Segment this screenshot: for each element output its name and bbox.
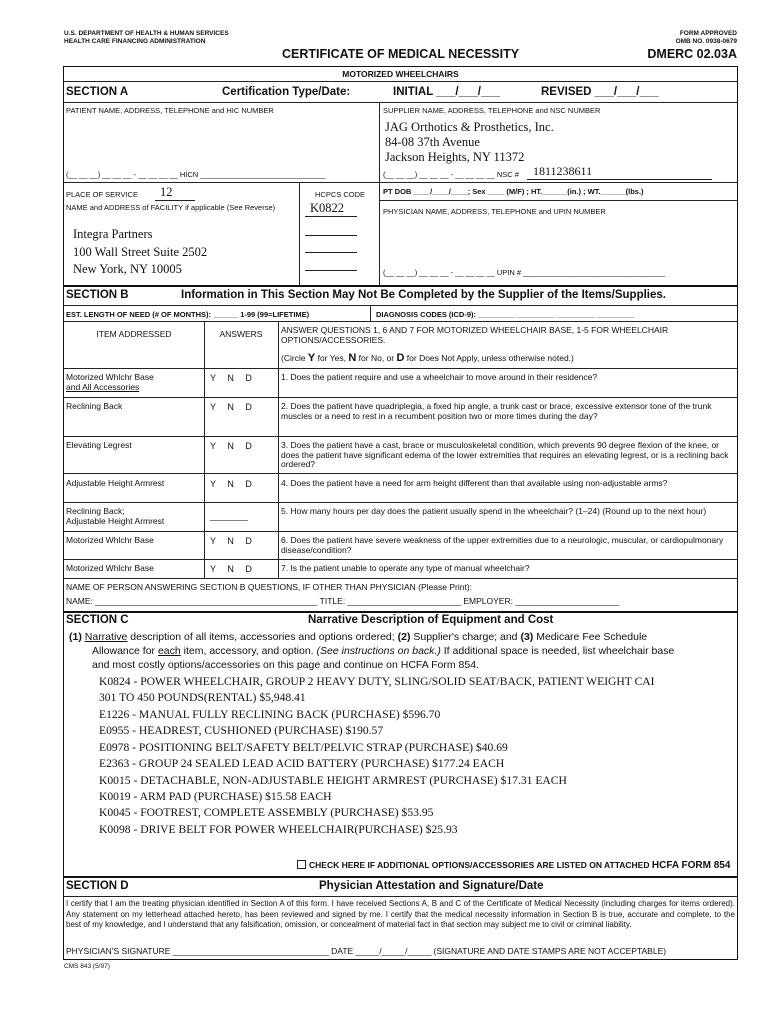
divider	[370, 305, 371, 321]
item-addressed: Motorized Whlchr Base	[66, 535, 154, 545]
diagnosis-codes-field[interactable]: DIAGNOSIS CODES (ICD-9): _________ _________ _________ _________	[376, 310, 635, 319]
divider	[64, 559, 737, 560]
question-2: 2. Does the patient have quadriplegia, a fixed hip angle, a trunk cast or brace, excessive extensor tone of the trunk muscles or a need to rest in a recumbent position two or more times during the day?	[281, 401, 712, 421]
question-5: 5. How many hours per day does the patient usually spend in the wheelchair? (1–24) (Round up to the next hour)	[281, 506, 707, 516]
physician-label: PHYSICIAN NAME, ADDRESS, TELEPHONE and UPIN NUMBER	[383, 207, 606, 216]
question-3: 3. Does the patient have a cast, brace or musculoskeletal condition, which prevents 90 degree flexion of the knee, or does the patient have significant edema of the lower extremities that requires an elevating legrest, or is a reclining back ordered?	[281, 440, 729, 469]
supplier-name: JAG Orthotics & Prosthetics, Inc.	[385, 120, 554, 134]
facility-label: NAME and ADDRESS of FACILITY if applicable (See Reverse)	[66, 203, 276, 212]
question-1: 1. Does the patient require and use a wheelchair to move around in their residence?	[281, 372, 598, 382]
equipment-line: K0019 - ARM PAD (PURCHASE) $15.58 EACH	[99, 790, 332, 803]
page-title: CERTIFICATE OF MEDICAL NECESSITY	[282, 47, 520, 61]
patient-label: PATIENT NAME, ADDRESS, TELEPHONE and HIC NUMBER	[66, 106, 274, 115]
physician-phone-upin-field[interactable]: (__ __ __) __ __ __ - __ __ __ __ UPIN # __________________________________	[383, 268, 665, 277]
item-addressed: Motorized Whlchr Base and All Accessories	[66, 372, 154, 392]
equipment-line: E2363 - GROUP 24 SEALED LEAD ACID BATTERY (PURCHASE) $177.24 EACH	[99, 757, 505, 770]
est-length-of-need-field[interactable]: EST. LENGTH OF NEED (# OF MONTHS): ______ 1-99 (99=LIFETIME)	[66, 310, 310, 319]
question-7: 7. Is the patient unable to operate any type of manual wheelchair?	[281, 563, 530, 573]
section-c-intro-line-3: and most costly options/accessories on this page and continue on HCFA Form 854.	[92, 659, 479, 671]
additional-options-checkbox[interactable]	[297, 860, 306, 869]
omb-number: OMB NO. 0938-0679	[675, 38, 737, 45]
hcpcs-column-divider	[299, 182, 300, 285]
facility-name: Integra Partners	[73, 227, 153, 241]
column-divider	[204, 321, 205, 578]
section-c-label: SECTION C	[66, 614, 129, 626]
hours-per-day-field[interactable]: ________	[210, 511, 248, 521]
divider	[64, 182, 737, 183]
section-d-label: SECTION D	[66, 880, 129, 892]
divider	[64, 81, 737, 82]
additional-options-label: CHECK HERE IF ADDITIONAL OPTIONS/ACCESSORIES ARE LISTED ON ATTACHED HCFA FORM 854	[309, 860, 731, 871]
divider	[64, 502, 737, 503]
hcpcs-code-line[interactable]	[305, 235, 357, 236]
administration-line: HEALTH CARE FINANCING ADMINISTRATION	[64, 38, 206, 45]
answer-y-n-d[interactable]: Y N D	[210, 441, 252, 451]
supplier-label: SUPPLIER NAME, ADDRESS, TELEPHONE and NSC NUMBER	[383, 106, 601, 115]
item-addressed: Motorized Whlchr Base	[66, 563, 154, 573]
section-c-intro-line-1: (1) Narrative description of all items, accessories and options ordered; (2) Supplier's charge; and (3) Medicare Fee Schedule	[69, 631, 648, 643]
section-c-intro-line-2: Allowance for each item, accessory, and option. (See instructions on back.) If additional space is needed, list wheelchair base	[92, 645, 675, 657]
answer-y-n-d[interactable]: Y N D	[210, 402, 252, 412]
equipment-line: E0978 - POSITIONING BELT/SAFETY BELT/PELVIC STRAP (PURCHASE) $40.69	[99, 741, 508, 754]
section-d-heading: Physician Attestation and Signature/Date	[319, 880, 544, 892]
divider	[64, 321, 737, 322]
revised-date-field[interactable]: REVISED ___/___/___	[541, 86, 659, 98]
circle-instructions: (Circle Y for Yes, N for No, or D for Does Not Apply, unless otherwise noted.)	[281, 352, 574, 364]
item-addressed: Reclining Back; Adjustable Height Armrest	[66, 506, 165, 526]
section-divider	[64, 611, 737, 613]
divider	[64, 473, 737, 474]
form-subtitle: MOTORIZED WHEELCHAIRS	[342, 69, 459, 79]
question-6: 6. Does the patient have severe weakness of the upper extremities due to a neurologic, muscular, or cardiopulmonary disease/condition?	[281, 535, 724, 555]
equipment-line: K0098 - DRIVE BELT FOR POWER WHEELCHAIR(PURCHASE) $25.93	[99, 823, 458, 836]
section-divider	[64, 876, 737, 878]
answers-header: ANSWERS	[219, 329, 263, 339]
form-approved: FORM APPROVED	[679, 30, 737, 37]
divider	[64, 397, 737, 398]
supplier-address-1: 84-08 37th Avenue	[385, 135, 480, 149]
divider	[64, 436, 737, 437]
item-addressed: Adjustable Height Armrest	[66, 478, 165, 488]
supplier-address-2: Jackson Heights, NY 11372	[385, 150, 525, 164]
column-divider	[278, 321, 279, 578]
hcpcs-code-value[interactable]: K0822	[305, 201, 357, 217]
hcpcs-code-line[interactable]	[305, 270, 357, 271]
item-addressed: Elevating Legrest	[66, 440, 132, 450]
section-b-label: SECTION B	[66, 289, 129, 301]
divider	[64, 305, 737, 306]
form-code: DMERC 02.03A	[647, 47, 737, 61]
divider	[64, 896, 737, 897]
equipment-line: E0955 - HEADREST, CUSHIONED (PURCHASE) $190.57	[99, 724, 384, 737]
question-4: 4. Does the patient have a need for arm height different than that available using non-adjustable arms?	[281, 478, 668, 488]
initial-date-field[interactable]: INITIAL ___/___/___	[393, 86, 501, 98]
answer-y-n-d[interactable]: Y N D	[210, 373, 252, 383]
section-divider	[64, 285, 737, 287]
name-title-employer-fields[interactable]: NAME: _______________________________________________ TITLE: ________________________ EMPLOYER: ______________________	[66, 596, 620, 606]
answer-y-n-d[interactable]: Y N D	[210, 479, 252, 489]
form-number: CMS 843 (5/97)	[64, 963, 110, 970]
nsc-number[interactable]: 1811238611	[527, 164, 712, 180]
divider	[64, 578, 737, 579]
divider	[64, 531, 737, 532]
patient-dob-sex-height-weight[interactable]: PT DOB ____/____/____; Sex ____ (M/F) ; HT.______(in.) ; WT.______(lbs.)	[383, 187, 644, 196]
equipment-line: K0015 - DETACHABLE, NON-ADJUSTABLE HEIGHT ARMREST (PURCHASE) $17.31 EACH	[99, 774, 567, 787]
divider	[64, 102, 737, 103]
department-line: U.S. DEPARTMENT OF HEALTH & HUMAN SERVICES	[64, 30, 229, 37]
section-a-center-divider	[379, 102, 380, 285]
name-of-person-label: NAME OF PERSON ANSWERING SECTION B QUESTIONS, IF OTHER THAN PHYSICIAN (Please Print):	[66, 582, 473, 592]
facility-address-1: 100 Wall Street Suite 2502	[73, 245, 208, 259]
answer-y-n-d[interactable]: Y N D	[210, 564, 252, 574]
equipment-line: E1226 - MANUAL FULLY RECLINING BACK (PURCHASE) $596.70	[99, 708, 441, 721]
section-a-label: SECTION A	[66, 86, 129, 98]
answer-instructions: ANSWER QUESTIONS 1, 6 AND 7 FOR MOTORIZED WHEELCHAIR BASE, 1-5 FOR WHEELCHAIR OPTIONS/ACCESSORIES.	[281, 325, 669, 345]
item-addressed: Reclining Back	[66, 401, 123, 411]
answer-y-n-d[interactable]: Y N D	[210, 536, 252, 546]
physician-signature-date-field[interactable]: PHYSICIAN'S SIGNATURE _________________________________ DATE _____/_____/_____ (SIGNATURE AND DATE STAMPS ARE NOT ACCEPTABLE)	[66, 946, 667, 956]
hcpcs-code-line[interactable]	[305, 252, 357, 253]
divider	[64, 368, 737, 369]
item-addressed-header: ITEM ADDRESSED	[96, 329, 172, 339]
physician-attestation-text: I certify that I am the treating physician identified in Section A of this form. I have received Sections A, B and C of the Certificate of Medical Necessity (including charges for items ordered). Any statement on my letterhead attached hereto, has been reviewed and signed by me. I certify that the medical necessity information in Section B is true, accurate and complete, to the best of my knowledge, and I understand that any falsification, omission, or concealment of material fact in that section may subject me to civil or criminal liability.	[66, 899, 735, 929]
section-b-heading: Information in This Section May Not Be Completed by the Supplier of the Items/Supplies.	[181, 289, 666, 301]
equipment-line: K0045 - FOOTREST, COMPLETE ASSEMBLY (PURCHASE) $53.95	[99, 806, 434, 819]
place-of-service-value[interactable]: 12	[155, 185, 195, 201]
place-of-service-label: PLACE OF SERVICE	[66, 190, 138, 199]
equipment-line: K0824 - POWER WHEELCHAIR, GROUP 2 HEAVY DUTY, SLING/SOLID SEAT/BACK, PATIENT WEIGHT CAI	[99, 675, 655, 688]
divider	[379, 200, 737, 201]
supplier-phone-nsc-field[interactable]: (__ __ __) __ __ __ - __ __ __ __ NSC #	[383, 170, 519, 179]
hcpcs-code-label: HCPCS CODE	[314, 190, 365, 199]
equipment-line: 301 TO 450 POUNDS(RENTAL) $5,948.41	[99, 691, 306, 704]
certification-type-label: Certification Type/Date:	[222, 86, 351, 98]
patient-phone-hicn-field[interactable]: (__ __ __) __ __ __ - __ __ __ __ HICN ______________________________	[66, 170, 326, 179]
facility-address-2: New York, NY 10005	[73, 262, 182, 276]
section-c-heading: Narrative Description of Equipment and Cost	[308, 614, 554, 626]
